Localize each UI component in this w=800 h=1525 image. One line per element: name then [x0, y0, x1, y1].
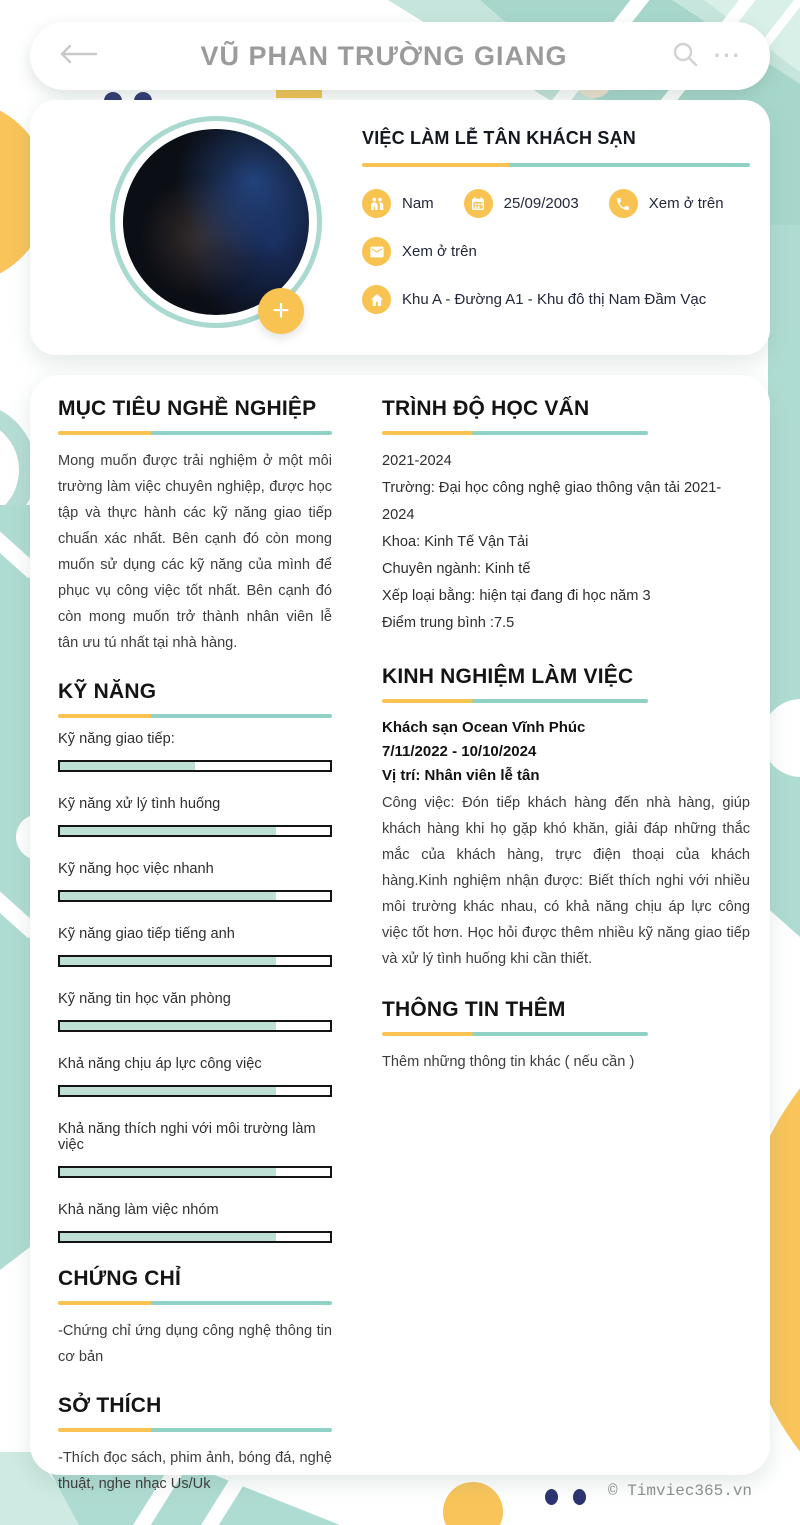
profile-info-rows [362, 189, 750, 314]
section-title-objective: MỤC TIÊU NGHỀ NGHIỆP [58, 397, 317, 420]
section-rule [58, 714, 332, 718]
skill-bar [58, 890, 332, 902]
section-title-more-info: THÔNG TIN THÊM [382, 998, 566, 1021]
birthday-value: 25/09/2003 [503, 195, 579, 212]
app-header: VŨ PHAN TRƯỜNG GIANG ··· [30, 22, 770, 90]
birthday-group [464, 189, 579, 218]
section-title-education: TRÌNH ĐỘ HỌC VẤN [382, 397, 590, 420]
gender-value: Nam [402, 195, 434, 212]
phone-icon [609, 189, 638, 218]
email-group [362, 237, 477, 266]
skill-bar-fill [60, 762, 195, 770]
skill-bar-fill [60, 827, 276, 835]
skill-bar-fill [60, 1087, 276, 1095]
skill-bar [58, 1085, 332, 1097]
skill-bar [58, 825, 332, 837]
skill-label: Kỹ năng giao tiếp: [58, 731, 175, 747]
info-row-address [362, 285, 750, 314]
footer-navy-dot-2 [573, 1489, 586, 1505]
skill-item [58, 991, 332, 1032]
education-major: Chuyên ngành: Kinh tế [382, 561, 531, 577]
education-years: 2021-2024 [382, 453, 452, 469]
skill-item [58, 861, 332, 902]
section-title-skills: KỸ NĂNG [58, 680, 157, 703]
skill-bar-fill [60, 1233, 276, 1241]
address-value: Khu A - Đường A1 - Khu đô thị Nam Đầm Vạc [402, 291, 707, 308]
address-group [362, 285, 706, 314]
phone-value: Xem ở trên [648, 195, 724, 212]
section-rule [382, 699, 648, 703]
skill-label: Kỹ năng xử lý tình huống [58, 796, 221, 812]
email-value: Xem ở trên [402, 243, 477, 260]
hobbies-text: -Thích đọc sách, phim ảnh, bóng đá, nghệ thuật, nghe nhạc Us/Uk [58, 1450, 332, 1492]
experience-company: Khách sạn Ocean Vĩnh Phúc [382, 719, 586, 736]
email-icon [362, 237, 391, 266]
skill-item [58, 1056, 332, 1097]
skill-label: Kỹ năng tin học văn phòng [58, 991, 231, 1007]
section-rule [58, 1428, 332, 1432]
skill-label: Khả năng thích nghi với môi trường làm việc [58, 1121, 316, 1153]
education-faculty: Khoa: Kinh Tế Vận Tải [382, 534, 529, 550]
skill-bar-fill [60, 1168, 276, 1176]
more-info-text: Thêm những thông tin khác ( nếu cần ) [382, 1054, 635, 1070]
phone-group [609, 189, 724, 218]
copyright-text: © Timviec365.vn [608, 1482, 753, 1500]
education-rank: Xếp loại bằng: hiện tại đang đi học năm 3 [382, 588, 651, 604]
certificates-text: -Chứng chỉ ứng dụng công nghệ thông tin cơ bản [58, 1323, 332, 1365]
skill-item [58, 796, 332, 837]
job-title-underline [362, 163, 750, 167]
section-rule [382, 431, 648, 435]
section-title-experience: KINH NGHIỆM LÀM VIỆC [382, 665, 634, 688]
add-photo-button[interactable]: + [258, 288, 304, 334]
skill-bar-fill [60, 892, 276, 900]
skill-item [58, 731, 332, 772]
gender-group [362, 189, 434, 218]
job-title: VIỆC LÀM LỄ TÂN KHÁCH SẠN [362, 128, 636, 148]
section-title-certificates: CHỨNG CHỈ [58, 1267, 182, 1290]
back-button[interactable] [58, 44, 98, 69]
info-row-basic [362, 189, 750, 218]
education-gpa: Điểm trung bình :7.5 [382, 615, 515, 631]
left-column [58, 375, 332, 1497]
skill-item [58, 926, 332, 967]
experience-period: 7/11/2022 - 10/10/2024 [382, 743, 537, 760]
back-arrow-icon [58, 44, 98, 69]
gender-icon [362, 189, 391, 218]
info-row-email [362, 237, 750, 266]
skill-bar-fill [60, 957, 276, 965]
skill-label: Khả năng chịu áp lực công việc [58, 1056, 262, 1072]
profile-info [362, 128, 750, 314]
skill-bar-fill [60, 1022, 276, 1030]
skill-bar [58, 760, 332, 772]
home-icon [362, 285, 391, 314]
experience-position: Vị trí: Nhân viên lễ tân [382, 767, 540, 784]
objective-text: Mong muốn được trải nghiệm ở một môi trường làm việc chuyên nghiệp, được học tập và thực hành các kỹ năng giao tiếp chuẩn xác nhất. Bên cạnh đó còn mong muốn sử dụng các kỹ năng của mình để phục vụ công việc tốt nhất. Bên cạnh đó còn mong muốn trở thành nhân viên lễ tân ưu tú nhất tại nhà hàng. [58, 453, 332, 651]
profile-card [30, 100, 770, 355]
skill-item [58, 1202, 332, 1243]
skill-item [58, 1121, 332, 1178]
search-button[interactable] [670, 39, 700, 74]
skill-bar [58, 1231, 332, 1243]
footer-navy-dot-1 [545, 1489, 558, 1505]
bg-right-teal-band [768, 225, 800, 937]
page-title: VŨ PHAN TRƯỜNG GIANG [200, 40, 568, 71]
bg-left-teal-band [0, 505, 30, 1270]
skill-bar [58, 1166, 332, 1178]
section-rule [58, 1301, 332, 1305]
section-rule [382, 1032, 648, 1036]
skill-bar [58, 955, 332, 967]
education-school: Trường: Đại học công nghệ giao thông vận tải 2021-2024 [382, 480, 722, 523]
skill-label: Khả năng làm việc nhóm [58, 1202, 219, 1218]
search-icon [670, 39, 700, 74]
right-column [382, 375, 750, 1075]
skill-bar [58, 1020, 332, 1032]
experience-text: Công việc: Đón tiếp khách hàng đến nhà hàng, giúp khách hàng khi họ gặp khó khăn, giải đáp những thắc mắc của khách hàng, trực điện thoại của khách hàng.Kinh nghiệm nhận được: Biết thích nghi với nhiều môi trường khác nhau, có khả năng chịu áp lực công việc tốt hơn. Học hỏi được thêm nhiều kỹ năng giao tiếp và xử lý tình huống khi cần thiết. [382, 795, 750, 967]
section-title-hobbies: SỞ THÍCH [58, 1394, 162, 1417]
skill-label: Kỹ năng giao tiếp tiếng anh [58, 926, 235, 942]
calendar-icon [464, 189, 493, 218]
section-rule [58, 431, 332, 435]
skill-label: Kỹ năng học việc nhanh [58, 861, 214, 877]
